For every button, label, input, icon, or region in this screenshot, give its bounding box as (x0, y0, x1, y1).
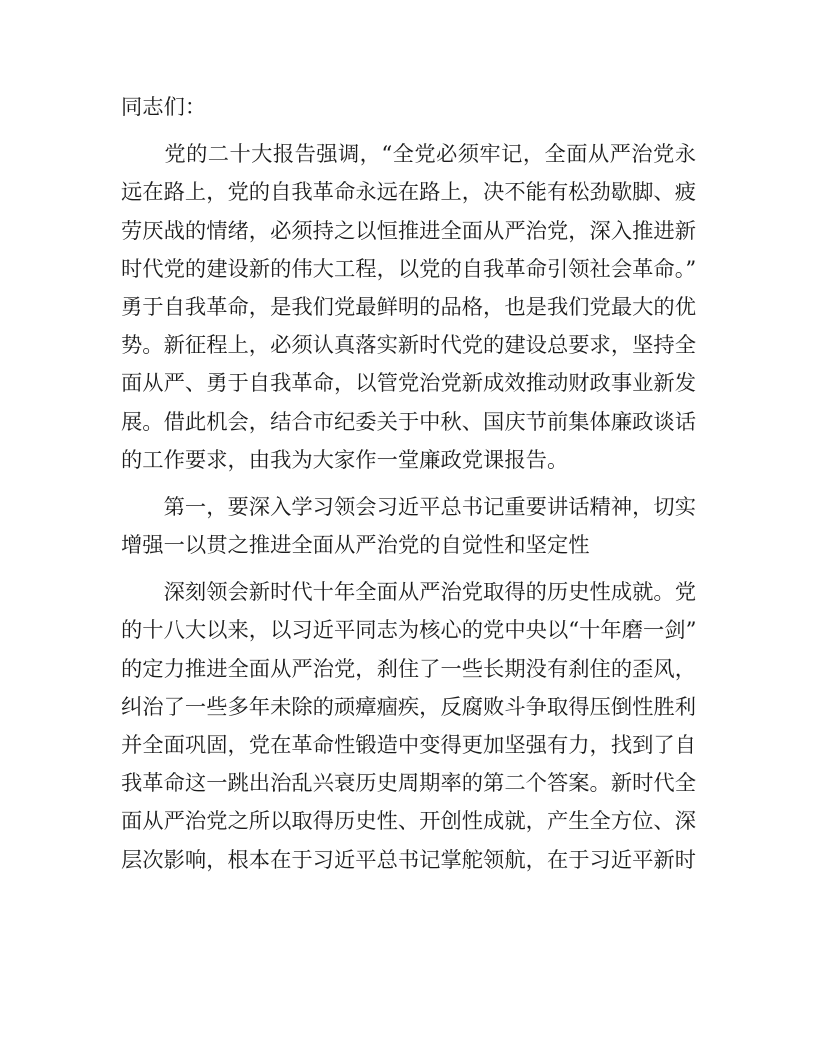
paragraph-line: 展。借此机会，结合市纪委关于中秋、国庆节前集体廉政谈话 (121, 409, 697, 435)
paragraph-line: 劳厌战的情绪，必须持之以恒推进全面从严治党，深入推进新 (121, 218, 697, 244)
paragraph-line: 党的二十大报告强调，“全党必须牢记，全面从严治党永 (121, 142, 696, 168)
paragraph-line: 勇于自我革命，是我们党最鲜明的品格，也是我们党最大的优 (121, 294, 697, 320)
paragraph-line: 并全面巩固，党在革命性锻造中变得更加坚强有力，找到了自 (121, 733, 697, 758)
document-page (121, 89, 696, 880)
paragraph-line: 面从严、勇于自我革命，以管党治党新成效推动财政事业新发 (121, 371, 697, 397)
section-heading (121, 489, 696, 565)
paragraph-line: 的十八大以来，以习近平同志为核心的党中央以“十年磨一剑” (121, 618, 697, 644)
paragraph-line: 势。新征程上，必须认真落实新时代党的建设总要求，坚持全 (121, 333, 697, 359)
paragraph-line: 的工作要求，由我为大家作一堂廉政党课报告。 (121, 447, 569, 473)
heading-line: 增强一以贯之推进全面从严治党的自觉性和坚定性 (121, 533, 590, 559)
paragraph-line: 时代党的建设新的伟大工程，以党的自我革命引领社会革命。” (121, 256, 697, 282)
heading-line: 第一，要深入学习领会习近平总书记重要讲话精神，切实 (121, 494, 697, 520)
paragraph-achievements (121, 574, 696, 880)
paragraph-line: 纠治了一些多年未除的顽瘴痼疾，反腐败斗争取得压倒性胜利 (121, 694, 697, 720)
paragraph-line: 深刻领会新时代十年全面从严治党取得的历史性成就。党 (121, 580, 697, 606)
paragraph-line: 层次影响，根本在于习近平总书记掌舵领航，在于习近平新时 (121, 847, 697, 873)
paragraph-line: 面从严治党之所以取得历史性、开创性成就，产生全方位、深 (121, 809, 697, 835)
paragraph-line: 的定力推进全面从严治党，刹住了一些长期没有刹住的歪风， (121, 656, 697, 682)
paragraph-line: 我革命这一跳出治乱兴衰历史周期率的第二个答案。新时代全 (121, 771, 697, 797)
paragraph-line: 远在路上，党的自我革命永远在路上，决不能有松劲歇脚、疲 (121, 180, 697, 206)
paragraph-intro (121, 136, 696, 480)
greeting: 同志们： (121, 95, 207, 120)
